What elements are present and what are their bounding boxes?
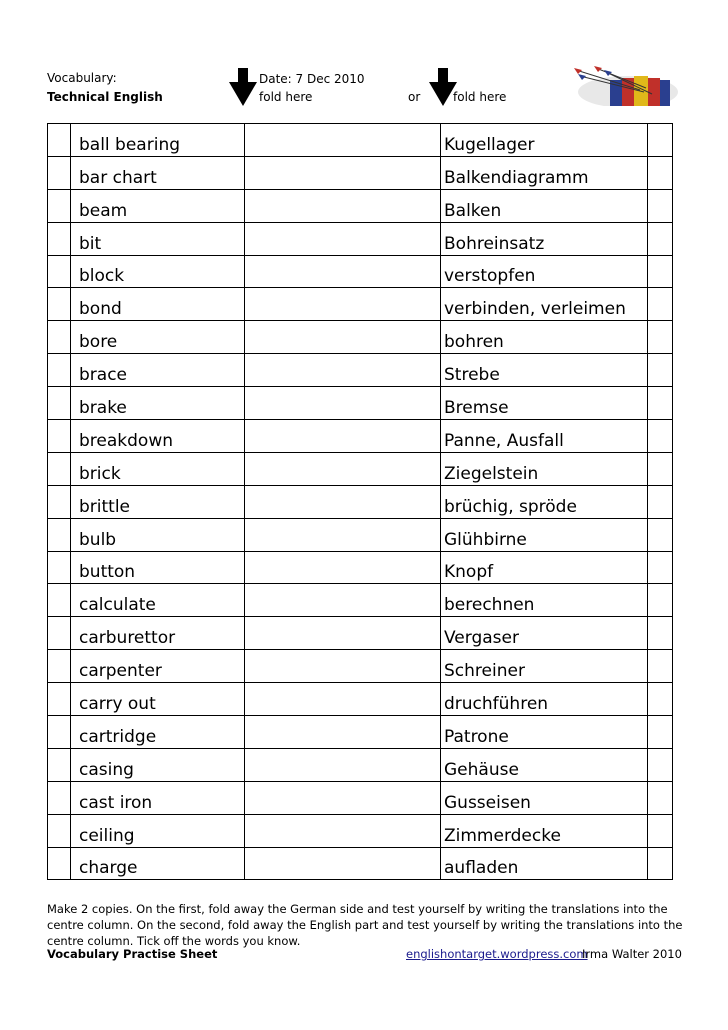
tick-box-cell[interactable] [648,222,673,255]
english-word-cell: block [71,255,245,288]
row-number-cell [48,683,71,716]
table-row [48,716,673,749]
row-number-cell [48,617,71,650]
translation-blank-cell[interactable] [245,518,441,551]
tick-box-cell[interactable] [648,650,673,683]
german-word-cell: Balken [441,189,648,222]
tick-box-cell[interactable] [648,156,673,189]
row-number-cell [48,485,71,518]
row-number-cell [48,124,71,157]
translation-blank-cell[interactable] [245,650,441,683]
tick-box-cell[interactable] [648,124,673,157]
row-number-cell [48,156,71,189]
english-word-cell: charge [71,847,245,880]
sheet-title: Vocabulary Practise Sheet [47,947,218,961]
translation-blank-cell[interactable] [245,354,441,387]
german-word-cell: bohren [441,321,648,354]
english-word-cell: breakdown [71,420,245,453]
english-word-cell: carry out [71,683,245,716]
translation-blank-cell[interactable] [245,847,441,880]
german-word-cell: berechnen [441,584,648,617]
german-word-cell: Bremse [441,387,648,420]
translation-blank-cell[interactable] [245,683,441,716]
english-word-cell: bulb [71,518,245,551]
author-credit: Irma Walter 2010 [582,947,682,961]
table-row [48,222,673,255]
english-word-cell: button [71,551,245,584]
table-row [48,814,673,847]
row-number-cell [48,255,71,288]
german-word-cell: verstopfen [441,255,648,288]
table-row [48,255,673,288]
translation-blank-cell[interactable] [245,716,441,749]
row-number-cell [48,288,71,321]
row-number-cell [48,321,71,354]
english-word-cell: carpenter [71,650,245,683]
tick-box-cell[interactable] [648,189,673,222]
row-number-cell [48,748,71,781]
table-row [48,288,673,321]
german-word-cell: Vergaser [441,617,648,650]
tick-box-cell[interactable] [648,354,673,387]
english-word-cell: bore [71,321,245,354]
row-number-cell [48,189,71,222]
german-word-cell: Knopf [441,551,648,584]
english-word-cell: bar chart [71,156,245,189]
translation-blank-cell[interactable] [245,387,441,420]
vocabulary-table [47,123,673,880]
tick-box-cell[interactable] [648,748,673,781]
english-word-cell: casing [71,748,245,781]
row-number-cell [48,518,71,551]
row-number-cell [48,222,71,255]
row-number-cell [48,650,71,683]
vocabulary-label: Vocabulary: [47,71,117,85]
or-label: or [408,90,421,104]
tick-box-cell[interactable] [648,781,673,814]
tick-box-cell[interactable] [648,255,673,288]
english-word-cell: cartridge [71,716,245,749]
tick-box-cell[interactable] [648,485,673,518]
row-number-cell [48,814,71,847]
tick-box-cell[interactable] [648,452,673,485]
table-row [48,748,673,781]
german-word-cell: Glühbirne [441,518,648,551]
fold-here-label: fold here [259,90,313,104]
row-number-cell [48,420,71,453]
translation-blank-cell[interactable] [245,255,441,288]
tick-box-cell[interactable] [648,814,673,847]
fold-arrow-icon [229,68,257,106]
tick-box-cell[interactable] [648,420,673,453]
english-word-cell: carburettor [71,617,245,650]
german-word-cell: Bohreinsatz [441,222,648,255]
german-word-cell: verbinden, verleimen [441,288,648,321]
english-word-cell: brittle [71,485,245,518]
date-text: Date: 7 Dec 2010 [259,72,365,86]
instructions-text: Make 2 copies. On the first, fold away the German side and test yourself by writing the translations into the centre column. On the second, fold away the English part and test yourself by writing the translations into the centre column. Tick off the words you know. [47,902,683,948]
tick-box-cell[interactable] [648,847,673,880]
english-word-cell: ceiling [71,814,245,847]
table-row [48,781,673,814]
german-word-cell: Strebe [441,354,648,387]
table-row [48,452,673,485]
row-number-cell [48,354,71,387]
german-word-cell: Gusseisen [441,781,648,814]
tick-box-cell[interactable] [648,551,673,584]
table-row [48,518,673,551]
table-row [48,156,673,189]
german-word-cell: druchführen [441,683,648,716]
german-word-cell: aufladen [441,847,648,880]
website-link[interactable]: englishontarget.wordpress.com [406,947,588,961]
table-row [48,354,673,387]
german-word-cell: Patrone [441,716,648,749]
german-word-cell: Panne, Ausfall [441,420,648,453]
translation-blank-cell[interactable] [245,189,441,222]
tick-box-cell[interactable] [648,716,673,749]
german-word-cell: Ziegelstein [441,452,648,485]
tick-box-cell[interactable] [648,683,673,716]
english-word-cell: cast iron [71,781,245,814]
translation-blank-cell[interactable] [245,551,441,584]
german-word-cell: Schreiner [441,650,648,683]
row-number-cell [48,551,71,584]
english-word-cell: ball bearing [71,124,245,157]
translation-blank-cell[interactable] [245,288,441,321]
translation-blank-cell[interactable] [245,584,441,617]
target-logo [566,66,678,106]
table-row [48,617,673,650]
tick-box-cell[interactable] [648,387,673,420]
row-number-cell [48,781,71,814]
table-row [48,321,673,354]
tick-box-cell[interactable] [648,518,673,551]
table-row [48,847,673,880]
german-word-cell: Balkendiagramm [441,156,648,189]
table-row [48,683,673,716]
english-word-cell: brake [71,387,245,420]
translation-blank-cell[interactable] [245,748,441,781]
english-word-cell: beam [71,189,245,222]
german-word-cell: brüchig, spröde [441,485,648,518]
german-word-cell: Gehäuse [441,748,648,781]
translation-blank-cell[interactable] [245,156,441,189]
table-row [48,189,673,222]
translation-blank-cell[interactable] [245,124,441,157]
topic-title: Technical English [47,90,163,104]
translation-blank-cell[interactable] [245,814,441,847]
table-row [48,387,673,420]
translation-blank-cell[interactable] [245,321,441,354]
table-row [48,584,673,617]
row-number-cell [48,452,71,485]
fold-here-label-2: fold here [453,90,507,104]
row-number-cell [48,584,71,617]
table-row [48,650,673,683]
table-row [48,124,673,157]
tick-box-cell[interactable] [648,584,673,617]
english-word-cell: brace [71,354,245,387]
translation-blank-cell[interactable] [245,617,441,650]
translation-blank-cell[interactable] [245,452,441,485]
english-word-cell: bond [71,288,245,321]
row-number-cell [48,387,71,420]
table-row [48,420,673,453]
table-row [48,485,673,518]
translation-blank-cell[interactable] [245,222,441,255]
row-number-cell [48,847,71,880]
tick-box-cell[interactable] [648,288,673,321]
translation-blank-cell[interactable] [245,485,441,518]
english-word-cell: calculate [71,584,245,617]
german-word-cell: Kugellager [441,124,648,157]
tick-box-cell[interactable] [648,617,673,650]
german-word-cell: Zimmerdecke [441,814,648,847]
english-word-cell: bit [71,222,245,255]
translation-blank-cell[interactable] [245,420,441,453]
row-number-cell [48,716,71,749]
translation-blank-cell[interactable] [245,781,441,814]
english-word-cell: brick [71,452,245,485]
tick-box-cell[interactable] [648,321,673,354]
table-row [48,551,673,584]
